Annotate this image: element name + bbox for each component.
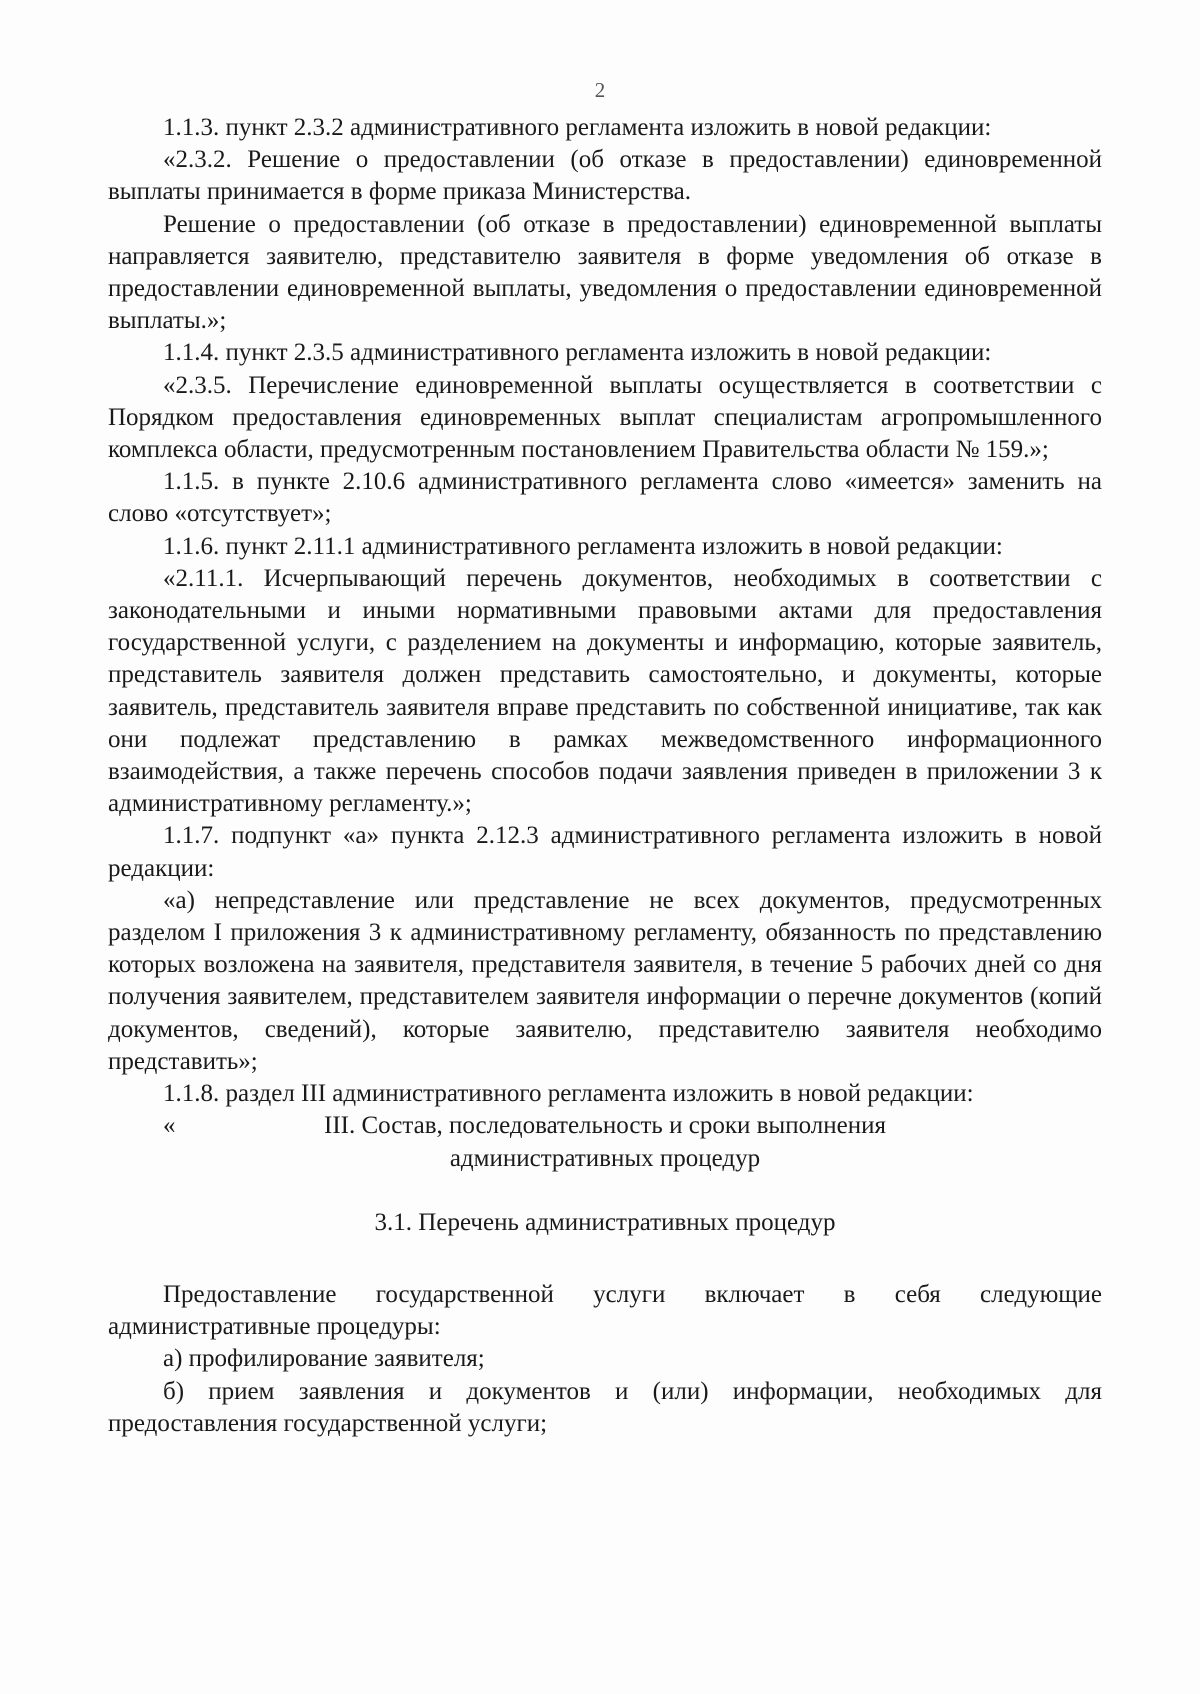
paragraph-2-3-5: «2.3.5. Перечисление единовременной выплаты осуществляется в соответствии с Порядком предоставления единовременных выплат специалистам агропромышленного комплекса области, предусмотренным постановлением Правительства области № 159.»; <box>108 371 1102 464</box>
subsection-title: 3.1. Перечень административных процедур <box>374 1208 836 1236</box>
section-title <box>108 1110 1102 1174</box>
section-title-line-1: III. Состав, последовательность и сроки выполнения <box>324 1112 886 1140</box>
paragraph-1-1-6: 1.1.6. пункт 2.11.1 административного регламента изложить в новой редакции: <box>163 532 1003 560</box>
section-title-line-2: административных процедур <box>449 1144 761 1172</box>
paragraph-2-3-2: «2.3.2. Решение о предоставлении (об отказе в предоставлении) единовременной выплаты принимается в форме приказа Министерства. <box>108 146 1102 206</box>
paragraph-1-1-4: 1.1.4. пункт 2.3.5 административного регламента изложить в новой редакции: <box>163 339 992 367</box>
page-number: 2 <box>594 78 606 102</box>
list-item-a: а) профилирование заявителя; <box>163 1345 485 1373</box>
paragraph-decision-notice: Решение о предоставлении (об отказе в предоставлении) единовременной выплаты направляется заявителю, представителю заявителя в форме уведомления об отказе в предоставлении единовременной выплаты, уведомления о предоставлении единовременной выплаты.»; <box>108 210 1102 335</box>
paragraph-1-1-8: 1.1.8. раздел III административного регламента изложить в новой редакции: <box>163 1080 974 1108</box>
paragraph-2-11-1: «2.11.1. Исчерпывающий перечень документов, необходимых в соответствии с законодательными и иными нормативными правовыми актами для предоставления государственной услуги, с разделением на документы и информацию, которые заявитель, представитель заявителя должен представить самостоятельно, и документы, которые заявитель, представитель заявителя вправе представить по собственной инициативе, так как они подлежат представлению в рамках межведомственного информационного взаимодействия, а также перечень способов подачи заявления приведен в приложении 3 к административному регламенту.»; <box>108 564 1102 818</box>
paragraph-subitem-a: «а) непредставление или представление не всех документов, предусмотренных разделом I приложения 3 к административному регламенту, обязанность по представлению которых возложена на заявителя, представителя заявителя, в течение 5 рабочих дней со дня получения заявителем, представителем заявителя информации о перечне документов (копий документов, сведений), которые заявителю, представителю заявителя необходимо представить»; <box>108 886 1102 1075</box>
document-body <box>108 112 1102 1440</box>
opening-quote-mark: « <box>163 1112 176 1140</box>
list-item-b: б) прием заявления и документов и (или) информации, необходимых для предоставления государственной услуги; <box>108 1377 1102 1437</box>
paragraph-procedures-intro: Предоставление государственной услуги включает в себя следующие административные процедуры: <box>108 1280 1102 1341</box>
paragraph-1-1-7: 1.1.7. подпункт «а» пункта 2.12.3 административного регламента изложить в новой редакции: <box>108 822 1102 882</box>
paragraph-1-1-3: 1.1.3. пункт 2.3.2 административного регламента изложить в новой редакции: <box>163 114 992 141</box>
paragraph-1-1-5: 1.1.5. в пункте 2.10.6 административного регламента слово «имеется» заменить на слово «отсутствует»; <box>108 468 1102 528</box>
